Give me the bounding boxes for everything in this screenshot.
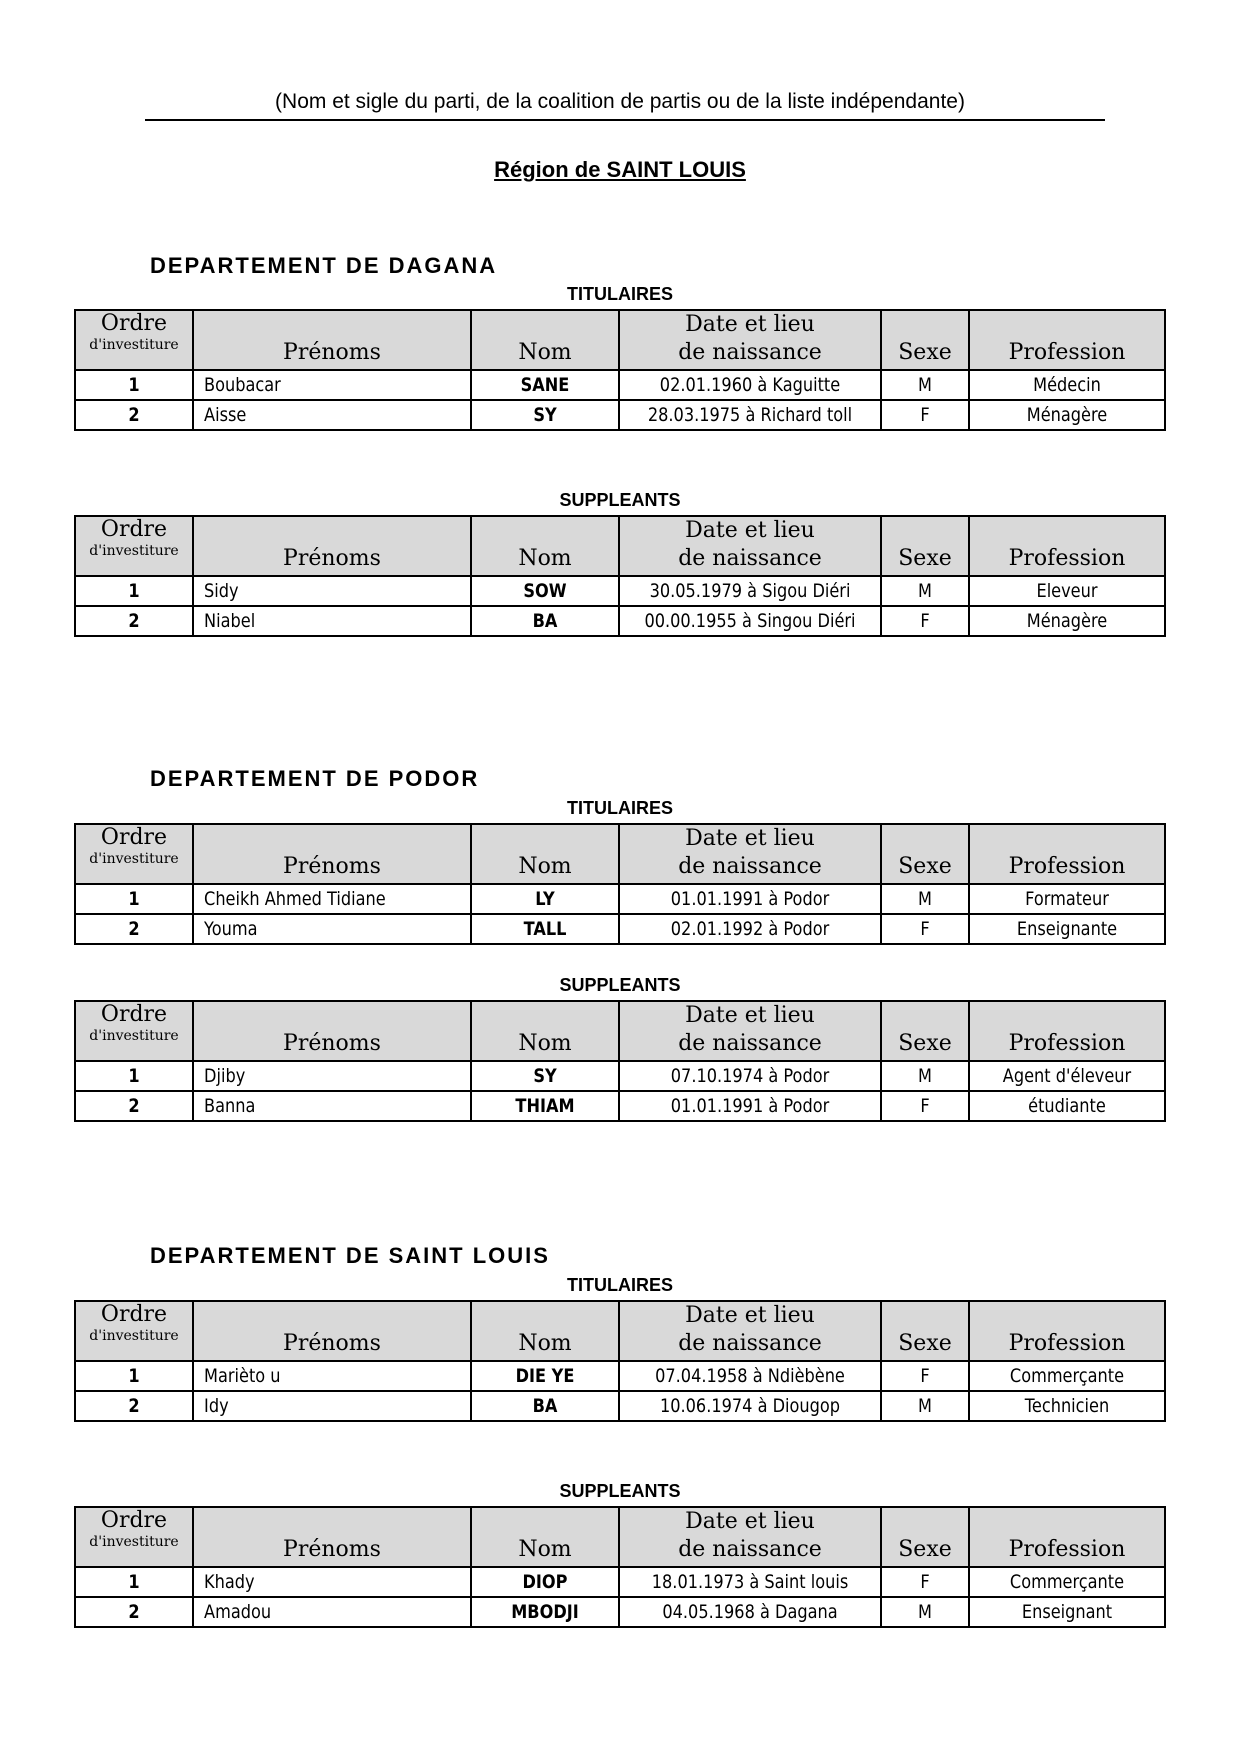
cell-sexe: F: [888, 1567, 963, 1597]
cell-profession: Agent d'éleveur: [984, 1061, 1151, 1091]
suppleants-table: [74, 1000, 1166, 1122]
date-label-line1: Date et lieu: [685, 1003, 815, 1028]
column-header-nom: Nom: [471, 1001, 619, 1061]
cell-date: 02.01.1992 à Podor: [639, 914, 862, 944]
table-row: [75, 576, 1165, 606]
cell-nom: THIAM: [482, 1091, 608, 1121]
column-header-ordre: [75, 1301, 193, 1361]
cell-date: 01.01.1991 à Podor: [639, 1091, 862, 1121]
table-row: [75, 914, 1165, 944]
cell-nom: SANE: [482, 370, 608, 400]
cell-sexe: F: [888, 606, 963, 636]
cell-ordre: 1: [84, 576, 184, 606]
titulaires-label: TITULAIRES: [567, 1275, 673, 1295]
cell-sexe: F: [888, 400, 963, 430]
cell-prenoms: Marièto u: [193, 1361, 429, 1391]
table-row: [75, 1061, 1165, 1091]
cell-profession: Ménagère: [984, 400, 1151, 430]
table-row: [75, 400, 1165, 430]
ordre-sublabel: d'investiture: [89, 851, 179, 867]
cell-prenoms: Khady: [193, 1567, 429, 1597]
suppleants-label: SUPPLEANTS: [559, 1481, 681, 1501]
column-header-prenoms: Prénoms: [193, 310, 471, 370]
cell-prenoms: Cheikh Ahmed Tidiane: [193, 884, 429, 914]
cell-date: 18.01.1973 à Saint louis: [639, 1567, 862, 1597]
table-header-row: [75, 310, 1165, 370]
party-name-note: (Nom et sigle du parti, de la coalition de partis ou de la liste indépendante): [275, 90, 965, 113]
titulaires-table: [74, 1300, 1166, 1422]
cell-prenoms: Youma: [193, 914, 429, 944]
column-header-sexe: Sexe: [881, 824, 969, 884]
titulaires-table: [74, 309, 1166, 431]
column-header-sexe: Sexe: [881, 310, 969, 370]
department-title-saint-louis: DEPARTEMENT DE SAINT LOUIS: [150, 1243, 550, 1268]
table-row: [75, 370, 1165, 400]
date-label-line2: de naissance: [678, 854, 822, 879]
cell-nom: BA: [482, 1391, 608, 1421]
column-header-ordre: [75, 310, 193, 370]
column-header-nom: Nom: [471, 1301, 619, 1361]
ordre-label: Ordre: [100, 311, 168, 336]
column-header-profession: Profession: [969, 824, 1165, 884]
column-header-nom: Nom: [471, 310, 619, 370]
column-header-profession: Profession: [969, 1001, 1165, 1061]
titulaires-table: [74, 823, 1166, 945]
region-title: Région de SAINT LOUIS: [494, 157, 746, 182]
cell-profession: étudiante: [984, 1091, 1151, 1121]
cell-profession: Enseignante: [984, 914, 1151, 944]
ordre-label: Ordre: [100, 1508, 168, 1533]
column-header-sexe: Sexe: [881, 1001, 969, 1061]
cell-ordre: 2: [84, 914, 184, 944]
column-header-nom: Nom: [471, 1507, 619, 1567]
table-header-row: [75, 1507, 1165, 1567]
cell-profession: Technicien: [984, 1391, 1151, 1421]
cell-date: 01.01.1991 à Podor: [639, 884, 862, 914]
cell-ordre: 1: [84, 1361, 184, 1391]
table-row: [75, 1361, 1165, 1391]
cell-sexe: M: [888, 1597, 963, 1627]
cell-nom: MBODJI: [482, 1597, 608, 1627]
column-header-nom: Nom: [471, 824, 619, 884]
cell-nom: BA: [482, 606, 608, 636]
cell-date: 02.01.1960 à Kaguitte: [639, 370, 862, 400]
date-label-line1: Date et lieu: [685, 1303, 815, 1328]
cell-prenoms: Amadou: [193, 1597, 429, 1627]
cell-nom: SY: [482, 1061, 608, 1091]
department-title-dagana: DEPARTEMENT DE DAGANA: [150, 253, 498, 278]
cell-date: 30.05.1979 à Sigou Diéri: [639, 576, 862, 606]
cell-ordre: 2: [84, 1597, 184, 1627]
cell-nom: LY: [482, 884, 608, 914]
cell-sexe: M: [888, 370, 963, 400]
table-row: [75, 1391, 1165, 1421]
cell-nom: SY: [482, 400, 608, 430]
suppleants-table: [74, 1506, 1166, 1628]
date-label-line2: de naissance: [678, 546, 822, 571]
cell-ordre: 1: [84, 1567, 184, 1597]
cell-profession: Enseignant: [984, 1597, 1151, 1627]
cell-sexe: M: [888, 884, 963, 914]
cell-profession: Eleveur: [984, 576, 1151, 606]
cell-date: 07.10.1974 à Podor: [639, 1061, 862, 1091]
table-row: [75, 1091, 1165, 1121]
cell-prenoms: Idy: [193, 1391, 429, 1421]
cell-sexe: M: [888, 1391, 963, 1421]
ordre-label: Ordre: [100, 1002, 168, 1027]
column-header-nom: Nom: [471, 516, 619, 576]
table-row: [75, 606, 1165, 636]
cell-ordre: 2: [84, 1091, 184, 1121]
cell-ordre: 1: [84, 370, 184, 400]
column-header-sexe: Sexe: [881, 1507, 969, 1567]
ordre-label: Ordre: [100, 825, 168, 850]
titulaires-label: TITULAIRES: [567, 798, 673, 818]
ordre-sublabel: d'investiture: [89, 337, 179, 353]
cell-date: 10.06.1974 à Diougop: [639, 1391, 862, 1421]
cell-nom: DIOP: [482, 1567, 608, 1597]
column-header-prenoms: Prénoms: [193, 824, 471, 884]
cell-profession: Ménagère: [984, 606, 1151, 636]
cell-sexe: F: [888, 1091, 963, 1121]
cell-prenoms: Banna: [193, 1091, 429, 1121]
cell-sexe: M: [888, 1061, 963, 1091]
column-header-profession: Profession: [969, 1507, 1165, 1567]
cell-prenoms: Aisse: [193, 400, 429, 430]
column-header-prenoms: Prénoms: [193, 1301, 471, 1361]
table-row: [75, 884, 1165, 914]
table-row: [75, 1597, 1165, 1627]
date-label-line1: Date et lieu: [685, 1509, 815, 1534]
column-header-prenoms: Prénoms: [193, 1507, 471, 1567]
ordre-sublabel: d'investiture: [89, 1028, 179, 1044]
column-header-ordre: [75, 1001, 193, 1061]
column-header-date: [619, 516, 881, 576]
cell-date: 28.03.1975 à Richard toll: [639, 400, 862, 430]
cell-date: 07.04.1958 à Ndièbène: [639, 1361, 862, 1391]
column-header-prenoms: Prénoms: [193, 1001, 471, 1061]
suppleants-label: SUPPLEANTS: [559, 975, 681, 995]
table-header-row: [75, 1301, 1165, 1361]
table-row: [75, 1567, 1165, 1597]
cell-prenoms: Sidy: [193, 576, 429, 606]
suppleants-table: [74, 515, 1166, 637]
date-label-line2: de naissance: [678, 340, 822, 365]
date-label-line1: Date et lieu: [685, 826, 815, 851]
cell-profession: Formateur: [984, 884, 1151, 914]
cell-prenoms: Niabel: [193, 606, 429, 636]
cell-nom: SOW: [482, 576, 608, 606]
date-label-line2: de naissance: [678, 1031, 822, 1056]
column-header-ordre: [75, 824, 193, 884]
ordre-label: Ordre: [100, 1302, 168, 1327]
ordre-sublabel: d'investiture: [89, 543, 179, 559]
department-title-podor: DEPARTEMENT DE PODOR: [150, 766, 480, 791]
header-rule: [145, 119, 1105, 121]
column-header-date: [619, 1507, 881, 1567]
cell-nom: DIE YE: [482, 1361, 608, 1391]
column-header-profession: Profession: [969, 516, 1165, 576]
column-header-ordre: [75, 1507, 193, 1567]
ordre-sublabel: d'investiture: [89, 1534, 179, 1550]
column-header-date: [619, 1301, 881, 1361]
cell-profession: Commerçante: [984, 1361, 1151, 1391]
column-header-date: [619, 1001, 881, 1061]
cell-sexe: M: [888, 576, 963, 606]
cell-sexe: F: [888, 1361, 963, 1391]
column-header-date: [619, 824, 881, 884]
date-label-line2: de naissance: [678, 1537, 822, 1562]
cell-nom: TALL: [482, 914, 608, 944]
cell-profession: Médecin: [984, 370, 1151, 400]
ordre-label: Ordre: [100, 517, 168, 542]
cell-date: 00.00.1955 à Singou Diéri: [639, 606, 862, 636]
table-header-row: [75, 824, 1165, 884]
cell-ordre: 2: [84, 1391, 184, 1421]
cell-sexe: F: [888, 914, 963, 944]
ordre-sublabel: d'investiture: [89, 1328, 179, 1344]
column-header-ordre: [75, 516, 193, 576]
table-header-row: [75, 516, 1165, 576]
column-header-profession: Profession: [969, 1301, 1165, 1361]
suppleants-label: SUPPLEANTS: [559, 490, 681, 510]
column-header-sexe: Sexe: [881, 516, 969, 576]
cell-ordre: 2: [84, 606, 184, 636]
column-header-date: [619, 310, 881, 370]
cell-profession: Commerçante: [984, 1567, 1151, 1597]
column-header-profession: Profession: [969, 310, 1165, 370]
column-header-sexe: Sexe: [881, 1301, 969, 1361]
cell-ordre: 2: [84, 400, 184, 430]
table-header-row: [75, 1001, 1165, 1061]
date-label-line2: de naissance: [678, 1331, 822, 1356]
cell-prenoms: Djiby: [193, 1061, 429, 1091]
date-label-line1: Date et lieu: [685, 518, 815, 543]
date-label-line1: Date et lieu: [685, 312, 815, 337]
titulaires-label: TITULAIRES: [567, 284, 673, 304]
cell-ordre: 1: [84, 884, 184, 914]
cell-date: 04.05.1968 à Dagana: [639, 1597, 862, 1627]
cell-prenoms: Boubacar: [193, 370, 429, 400]
cell-ordre: 1: [84, 1061, 184, 1091]
column-header-prenoms: Prénoms: [193, 516, 471, 576]
